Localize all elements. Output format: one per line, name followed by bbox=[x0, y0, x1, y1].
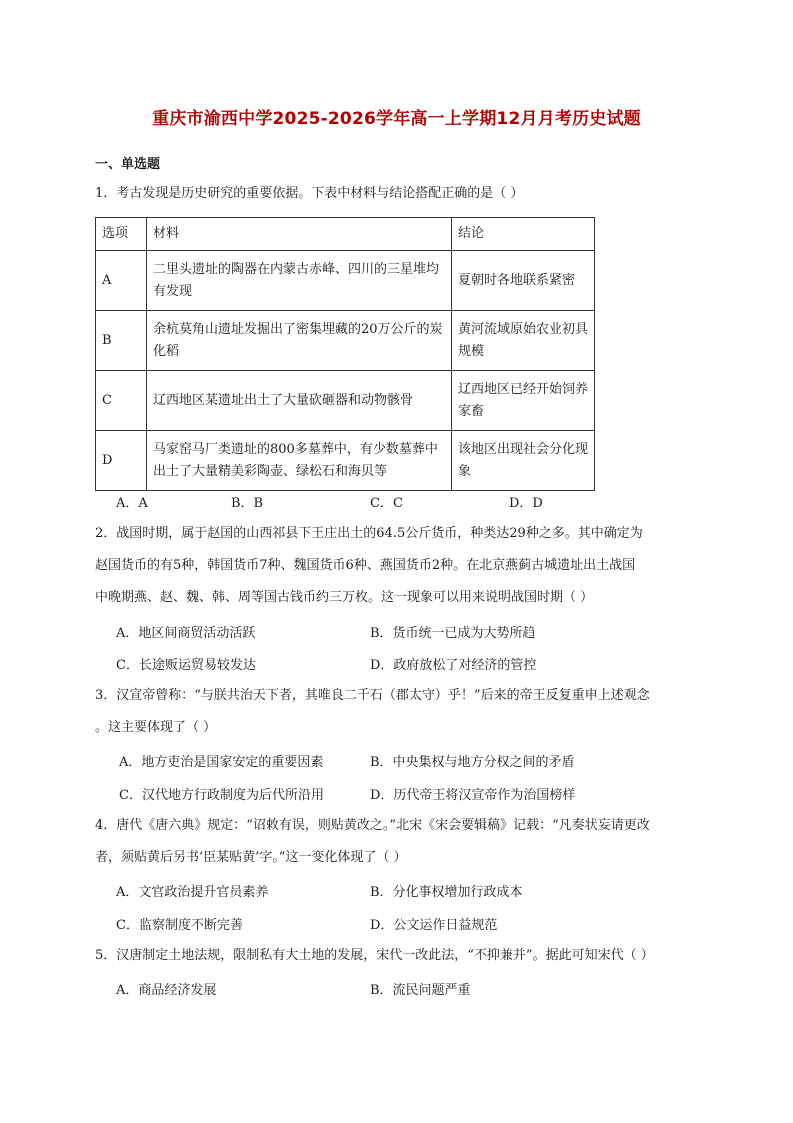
option-d[interactable]: D．政府放松了对经济的管控 bbox=[370, 658, 537, 673]
question-line: 者，须贴黄后另书‘臣某贴黄’字。”这一变化体现了（ ） bbox=[95, 850, 407, 865]
table-row bbox=[96, 311, 595, 371]
table-cell: A bbox=[96, 251, 147, 311]
question-1 bbox=[95, 178, 705, 210]
question-2 bbox=[95, 518, 705, 614]
table-cell: 黄河流域原始农业初具规模 bbox=[452, 311, 595, 371]
table-cell: 辽西地区已经开始饲养家畜 bbox=[452, 371, 595, 431]
option-b[interactable]: B．B bbox=[231, 496, 264, 511]
table-header-cell: 材料 bbox=[147, 218, 452, 251]
table-cell: 夏朝时各地联系紧密 bbox=[452, 251, 595, 311]
option-a[interactable]: A．地区间商贸活动活跃 bbox=[116, 626, 256, 641]
table-cell: C bbox=[96, 371, 147, 431]
table-row bbox=[96, 371, 595, 431]
question-line: 。这主要体现了（ ） bbox=[95, 720, 217, 735]
option-c[interactable]: C．C bbox=[370, 496, 403, 511]
section-heading: 一、单选题 bbox=[95, 157, 161, 172]
option-b[interactable]: B．流民问题严重 bbox=[370, 983, 471, 998]
table-header-row bbox=[96, 218, 595, 251]
table-row bbox=[96, 431, 595, 491]
option-a[interactable]: A．A bbox=[116, 496, 148, 511]
option-d[interactable]: D．D bbox=[509, 496, 543, 511]
option-a[interactable]: A．商品经济发展 bbox=[116, 983, 217, 998]
option-b[interactable]: B．货币统一已成为大势所趋 bbox=[370, 626, 536, 641]
table-header-cell: 选项 bbox=[96, 218, 147, 251]
table-row bbox=[96, 251, 595, 311]
page-title: 重庆市渝西中学2025-2026学年高一上学期12月月考历史试题 bbox=[152, 109, 641, 129]
table-header-cell: 结论 bbox=[452, 218, 595, 251]
table-cell: D bbox=[96, 431, 147, 491]
table-cell: B bbox=[96, 311, 147, 371]
question-3 bbox=[95, 680, 705, 744]
option-d[interactable]: D．公文运作日益规范 bbox=[370, 918, 498, 933]
question-5 bbox=[95, 940, 705, 972]
question-stem: 1．考古发现是历史研究的重要依据。下表中材料与结论搭配正确的是（ ） bbox=[95, 186, 524, 201]
question-line: 5．汉唐制定土地法规，限制私有大土地的发展，宋代一改此法，“不抑兼并”。据此可知宋代（ ） bbox=[95, 948, 654, 963]
question-line: 2．战国时期，属于赵国的山西祁县下王庄出土的64.5公斤货币，种类达29种之多。其中确定为 bbox=[95, 526, 643, 541]
question-line: 赵国货币的有5种，韩国货币7种、魏国货币6种、燕国货币2种。在北京燕蓟古城遗址出土战国 bbox=[95, 558, 636, 573]
option-c[interactable]: C．长途贩运贸易较发达 bbox=[116, 658, 256, 673]
question-4 bbox=[95, 810, 705, 874]
table-cell: 二里头遗址的陶器在内蒙古赤峰、四川的三星堆均有发现 bbox=[147, 251, 452, 311]
question-line: 3．汉宣帝曾称：“与朕共治天下者，其唯良二千石（郡太守）乎！”后来的帝王反复重申上述观念 bbox=[95, 688, 650, 703]
option-d[interactable]: D．历代帝王将汉宣帝作为治国榜样 bbox=[370, 788, 576, 803]
option-c[interactable]: C．监察制度不断完善 bbox=[116, 918, 243, 933]
table-cell: 辽西地区某遗址出土了大量砍砸器和动物骸骨 bbox=[147, 371, 452, 431]
question-line: 4．唐代《唐六典》规定：“诏敕有误，则贴黄改之。”北宋《宋会要辑稿》记载：“凡奏状妄请更改 bbox=[95, 818, 650, 833]
question-line: 中晚期燕、赵、魏、韩、周等国古钱币约三万枚。这一现象可以用来说明战国时期（ ） bbox=[95, 590, 594, 605]
option-b[interactable]: B．中央集权与地方分权之间的矛盾 bbox=[370, 755, 575, 770]
table-cell: 该地区出现社会分化现象 bbox=[452, 431, 595, 491]
table-cell: 马家窑马厂类遗址的800多墓葬中，有少数墓葬中出土了大量精美彩陶壶、绿松石和海贝等 bbox=[147, 431, 452, 491]
option-a[interactable]: A．地方吏治是国家安定的重要因素 bbox=[119, 755, 324, 770]
option-a[interactable]: A．文官政治提升官员素养 bbox=[116, 885, 269, 900]
question-1-table bbox=[95, 217, 595, 491]
table-cell: 余杭莫角山遗址发掘出了密集埋藏的20万公斤的炭化稻 bbox=[147, 311, 452, 371]
option-c[interactable]: C．汉代地方行政制度为后代所沿用 bbox=[119, 788, 324, 803]
option-b[interactable]: B．分化事权增加行政成本 bbox=[370, 885, 523, 900]
